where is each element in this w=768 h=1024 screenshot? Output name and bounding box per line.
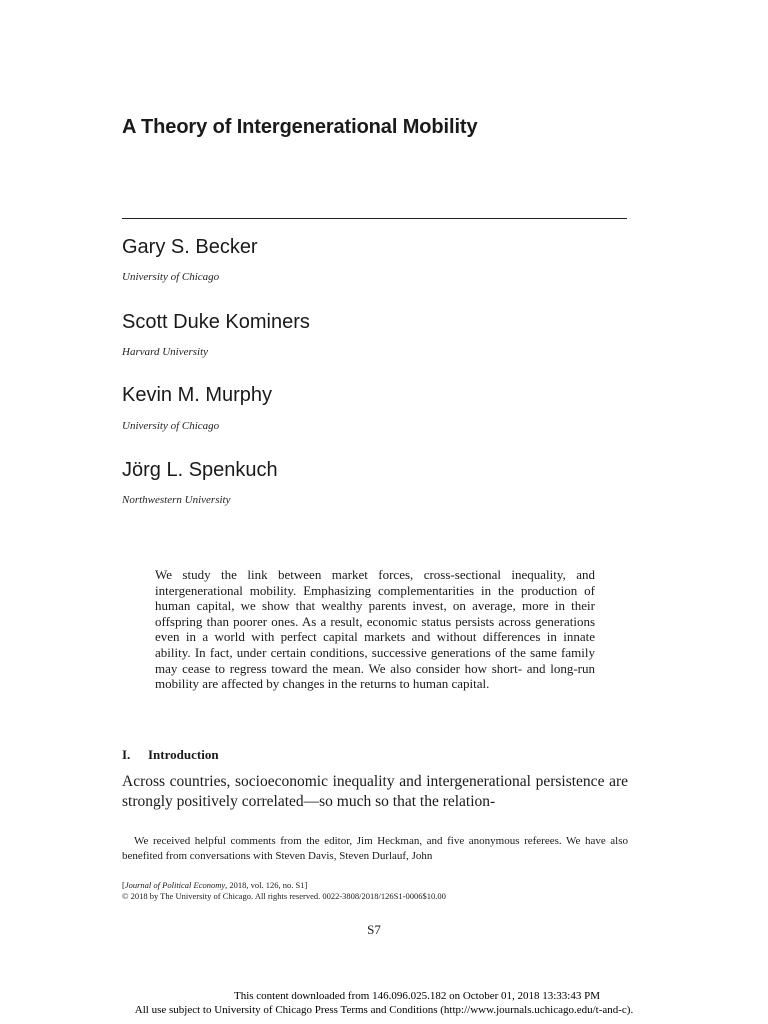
body-paragraph: Across countries, socioeconomic inequality and intergenerational persistence are strongly positively correlated—so much so that the relation- bbox=[122, 773, 628, 810]
author-affiliation: Northwestern University bbox=[122, 494, 231, 506]
author-affiliation: University of Chicago bbox=[122, 420, 220, 432]
terms-line: All use subject to University of Chicago Press Terms and Conditions (http://www.journals.uchicago.edu/t-and-c). bbox=[134, 1003, 634, 1016]
section-title: Introduction bbox=[148, 747, 219, 762]
author-name: Scott Duke Kominers bbox=[122, 311, 310, 333]
journal-name: Journal of Political Economy bbox=[124, 880, 226, 890]
citation-details: , 2018, vol. 126, no. S1] bbox=[225, 880, 308, 890]
download-notice bbox=[0, 990, 768, 1017]
section-heading bbox=[122, 747, 219, 763]
download-line: This content downloaded from 146.096.025.182 on October 01, 2018 13:33:43 PM bbox=[233, 990, 601, 1002]
paper-title: A Theory of Intergenerational Mobility bbox=[122, 116, 478, 138]
author-name: Kevin M. Murphy bbox=[122, 384, 273, 406]
author-affiliation: Harvard University bbox=[122, 346, 209, 358]
copyright-line: © 2018 by The University of Chicago. All rights reserved. 0022-3808/2018/126S1-0006$10.00 bbox=[122, 890, 446, 901]
title-rule bbox=[122, 218, 627, 219]
citation-line: [Journal of Political Economy, 2018, vol. 126, no. S1] bbox=[122, 880, 308, 890]
author-name: Gary S. Becker bbox=[122, 236, 258, 258]
page-number: S7 bbox=[367, 922, 381, 937]
citation bbox=[122, 880, 628, 901]
section-number: I. bbox=[122, 747, 131, 762]
author-affiliation: University of Chicago bbox=[122, 271, 220, 283]
footnote bbox=[122, 834, 628, 864]
footnote-text: We received helpful comments from the editor, Jim Heckman, and five anonymous referees. We have also benefited from conversations with Steven Davis, Steven Durlauf, John bbox=[122, 835, 628, 862]
abstract: We study the link between market forces, cross-sectional inequality, and intergenerational mobility. Emphasizing complementarities in the production of human capital, we show that wealthy parents invest, on average, more in their offspring than poorer ones. As a result, economic status persists across generations even in a world with perfect capital markets and without differences in innate ability. In fact, under certain conditions, successive generations of the same family may cease to regress toward the mean. We also consider how short- and long-run mobility are affected by changes in the returns to human capital. bbox=[155, 567, 595, 692]
author-name: Jörg L. Spenkuch bbox=[122, 459, 278, 481]
